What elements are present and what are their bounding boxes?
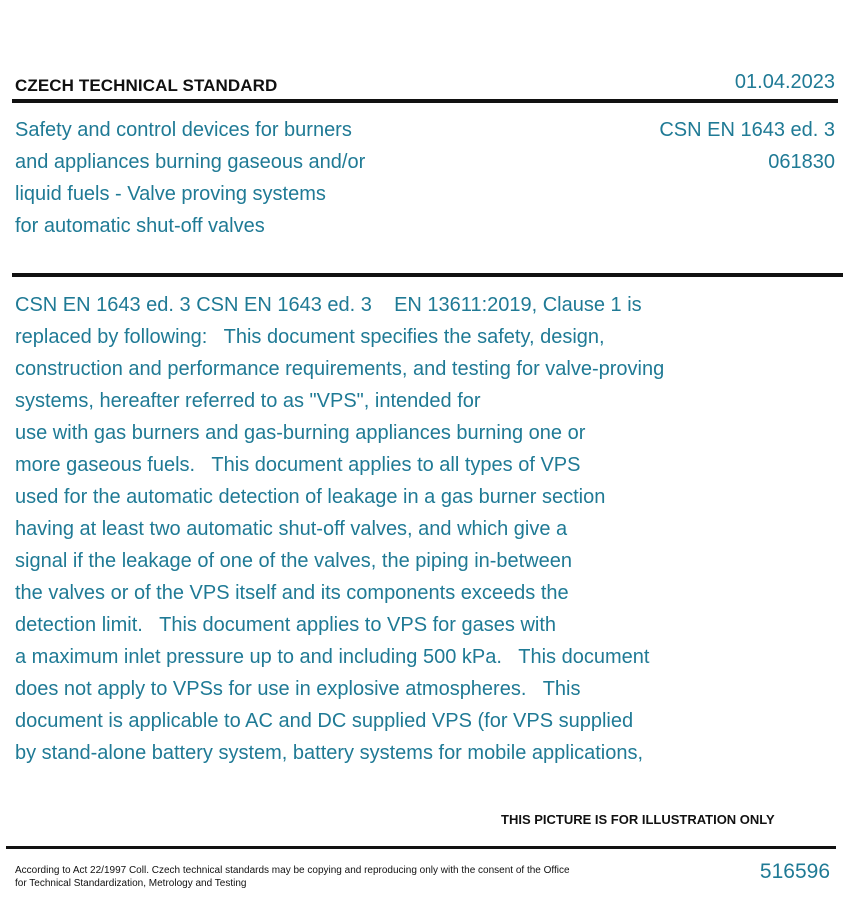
classification-number: 061830 [768,151,835,173]
title-line: liquid fuels - Valve proving systems [15,183,326,205]
abstract-line: CSN EN 1643 ed. 3 CSN EN 1643 ed. 3 EN 13611:2019, Clause 1 is [15,294,642,316]
abstract-line: a maximum inlet pressure up to and including 500 kPa. This document [15,646,650,668]
document-type-label: CZECH TECHNICAL STANDARD [15,76,278,95]
abstract-line: use with gas burners and gas-burning appliances burning one or [15,422,586,444]
abstract-line: replaced by following: This document specifies the safety, design, [15,326,605,348]
abstract-line: detection limit. This document applies to VPS for gases with [15,614,557,636]
title-line: for automatic shut-off valves [15,215,265,237]
abstract-line: does not apply to VPSs for use in explosive atmospheres. This [15,678,581,700]
abstract-line: by stand-alone battery system, battery systems for mobile applications, [15,742,644,764]
standard-designation: CSN EN 1643 ed. 3 [659,119,835,141]
title-line: Safety and control devices for burners [15,119,352,141]
abstract-line: systems, hereafter referred to as "VPS", intended for [15,390,481,412]
abstract-text [15,289,815,769]
header-divider [12,99,838,103]
issue-date: 01.04.2023 [734,71,835,93]
legal-line: According to Act 22/1997 Coll. Czech technical standards may be copying and reproducing only with the consent of the Office [15,865,570,876]
catalog-number: 516596 [759,860,830,883]
abstract-line: more gaseous fuels. This document applies to all types of VPS [15,454,581,476]
abstract-line: construction and performance requirements, and testing for valve-proving [15,358,665,380]
abstract-line: having at least two automatic shut-off valves, and which give a [15,518,568,540]
abstract-line: the valves or of the VPS itself and its components exceeds the [15,582,569,604]
title-line: and appliances burning gaseous and/or [15,151,366,173]
abstract-line: signal if the leakage of one of the valves, the piping in-between [15,550,573,572]
legal-line: for Technical Standardization, Metrology and Testing [15,878,247,889]
legal-notice [15,864,615,890]
title-divider [12,273,843,277]
abstract-line: used for the automatic detection of leakage in a gas burner section [15,486,606,508]
standard-title [15,114,475,242]
abstract-line: document is applicable to AC and DC supplied VPS (for VPS supplied [15,710,634,732]
standard-codes [659,114,835,178]
footer-divider [6,846,836,849]
illustration-note: THIS PICTURE IS FOR ILLUSTRATION ONLY [501,812,775,827]
